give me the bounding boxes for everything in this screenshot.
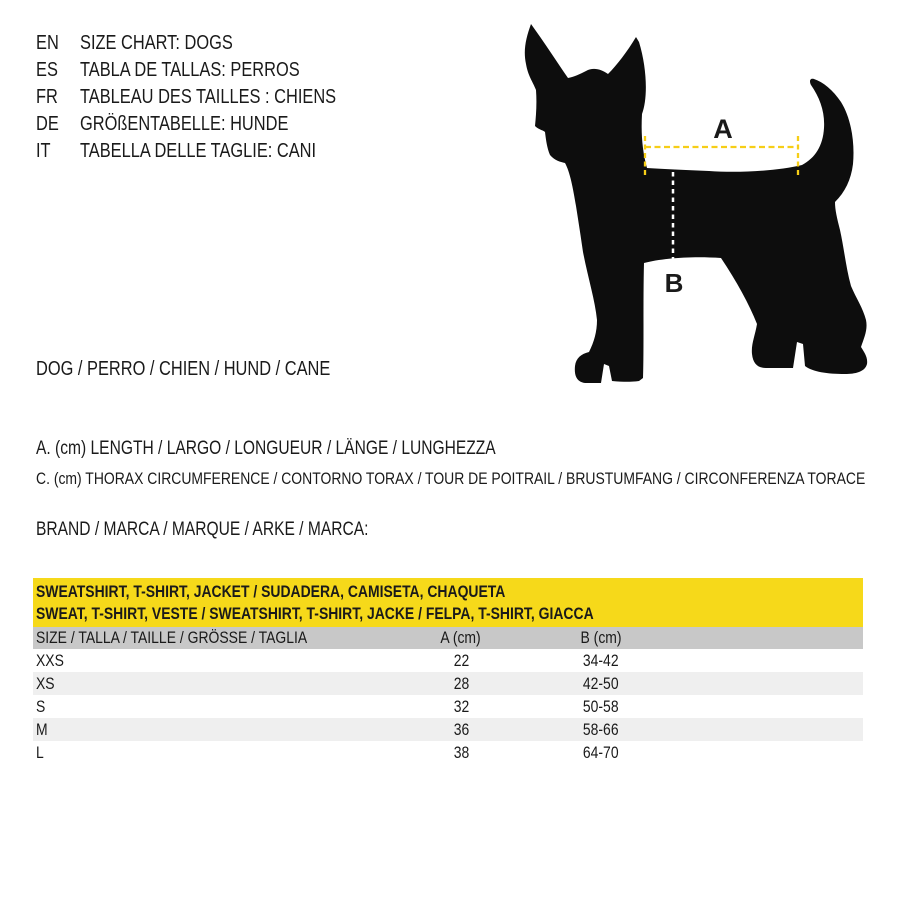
table-title-line-1-text: SWEATSHIRT, T-SHIRT, JACKET / SUDADERA, CAMISETA, CHAQUETA (36, 582, 506, 601)
measure-note-a-text: A. (cm) LENGTH / LARGO / LONGUEUR / LÄNGE / LUNGHEZZA (36, 438, 496, 459)
cell-a-text: 38 (453, 742, 469, 762)
cell-a-text: 28 (453, 673, 469, 693)
column-header-size (33, 628, 388, 648)
language-row (36, 84, 392, 111)
language-code (36, 84, 80, 111)
table-title-banner (33, 578, 863, 627)
measure-a-label: A (713, 114, 733, 144)
column-header-b-text: B (cm) (580, 628, 622, 647)
cell-size (33, 720, 388, 740)
cell-size-text: L (36, 742, 44, 762)
table-title-line-2 (36, 603, 863, 625)
cell-size-text: XS (36, 673, 55, 693)
measure-b-label: B (664, 268, 684, 298)
cell-size (33, 743, 388, 763)
page-title-es: TABLA DE TALLAS: PERROS (80, 59, 300, 81)
language-code (36, 111, 80, 138)
cell-a (388, 697, 534, 717)
dog-silhouette (525, 24, 867, 383)
cell-a (388, 674, 534, 694)
page-title-de: GRÖßENTABELLE: HUNDE (80, 113, 289, 135)
table-row (33, 718, 863, 741)
table-row (33, 672, 863, 695)
cell-a-text: 22 (453, 650, 469, 670)
cell-a (388, 720, 534, 740)
species-line-text: DOG / PERRO / CHIEN / HUND / CANE (36, 358, 331, 380)
brand-line-text: BRAND / MARCA / MARQUE / ARKE / MARCA: (36, 519, 369, 540)
cell-size (33, 674, 388, 694)
page-title-it: TABELLA DELLE TAGLIE: CANI (80, 140, 317, 162)
table-title-line-1 (36, 581, 863, 603)
column-header-b (534, 628, 668, 648)
language-row (36, 57, 392, 84)
page-title-fr: TABLEAU DES TAILLES : CHIENS (80, 86, 337, 108)
column-header-a (388, 628, 534, 648)
language-code-text: ES (36, 59, 58, 81)
language-code (36, 30, 80, 57)
cell-size-text: XXS (36, 650, 64, 670)
column-header-size-text: SIZE / TALLA / TAILLE / GRÖSSE / TAGLIA (36, 628, 308, 647)
language-row (36, 30, 392, 57)
brand-line (36, 520, 441, 539)
table-row (33, 741, 863, 764)
table-row (33, 649, 863, 672)
column-header-a-text: A (cm) (440, 628, 482, 647)
cell-a-text: 36 (453, 719, 469, 739)
cell-b-text: 58-66 (583, 719, 619, 739)
table-header-row (33, 627, 863, 649)
cell-b-text: 42-50 (583, 673, 619, 693)
language-code (36, 57, 80, 84)
cell-size (33, 697, 388, 717)
language-code-text: DE (36, 113, 59, 135)
cell-size-text: S (36, 696, 46, 716)
language-code-text: FR (36, 86, 58, 108)
language-code (36, 138, 80, 165)
cell-a (388, 651, 534, 671)
cell-b (534, 697, 668, 717)
cell-a (388, 743, 534, 763)
cell-b (534, 743, 668, 763)
cell-b-text: 64-70 (583, 742, 619, 762)
species-line (36, 359, 395, 379)
cell-size-text: M (36, 719, 48, 739)
cell-b-text: 50-58 (583, 696, 619, 716)
language-row (36, 111, 392, 138)
dog-measurement-diagram (515, 20, 895, 400)
cell-b (534, 651, 668, 671)
page-title: SIZE CHART: DOGS (80, 32, 233, 54)
cell-b (534, 720, 668, 740)
measure-note-c (36, 470, 900, 487)
size-table (33, 578, 863, 764)
table-row (33, 695, 863, 718)
language-title-list (36, 30, 392, 165)
table-title-line-2-text: SWEAT, T-SHIRT, VESTE / SWEATSHIRT, T-SHIRT, JACKE / FELPA, T-SHIRT, GIACCA (36, 604, 594, 623)
cell-b (534, 674, 668, 694)
language-code-text: EN (36, 32, 59, 54)
cell-a-text: 32 (453, 696, 469, 716)
cell-size (33, 651, 388, 671)
language-row (36, 138, 392, 165)
cell-b-text: 34-42 (583, 650, 619, 670)
language-code-text: IT (36, 140, 51, 162)
measure-note-a (36, 439, 597, 458)
measure-note-c-text: C. (cm) THORAX CIRCUMFERENCE / CONTORNO TORAX / TOUR DE POITRAIL / BRUSTUMFANG / CIRCONFERENZA TORACE (36, 469, 866, 488)
